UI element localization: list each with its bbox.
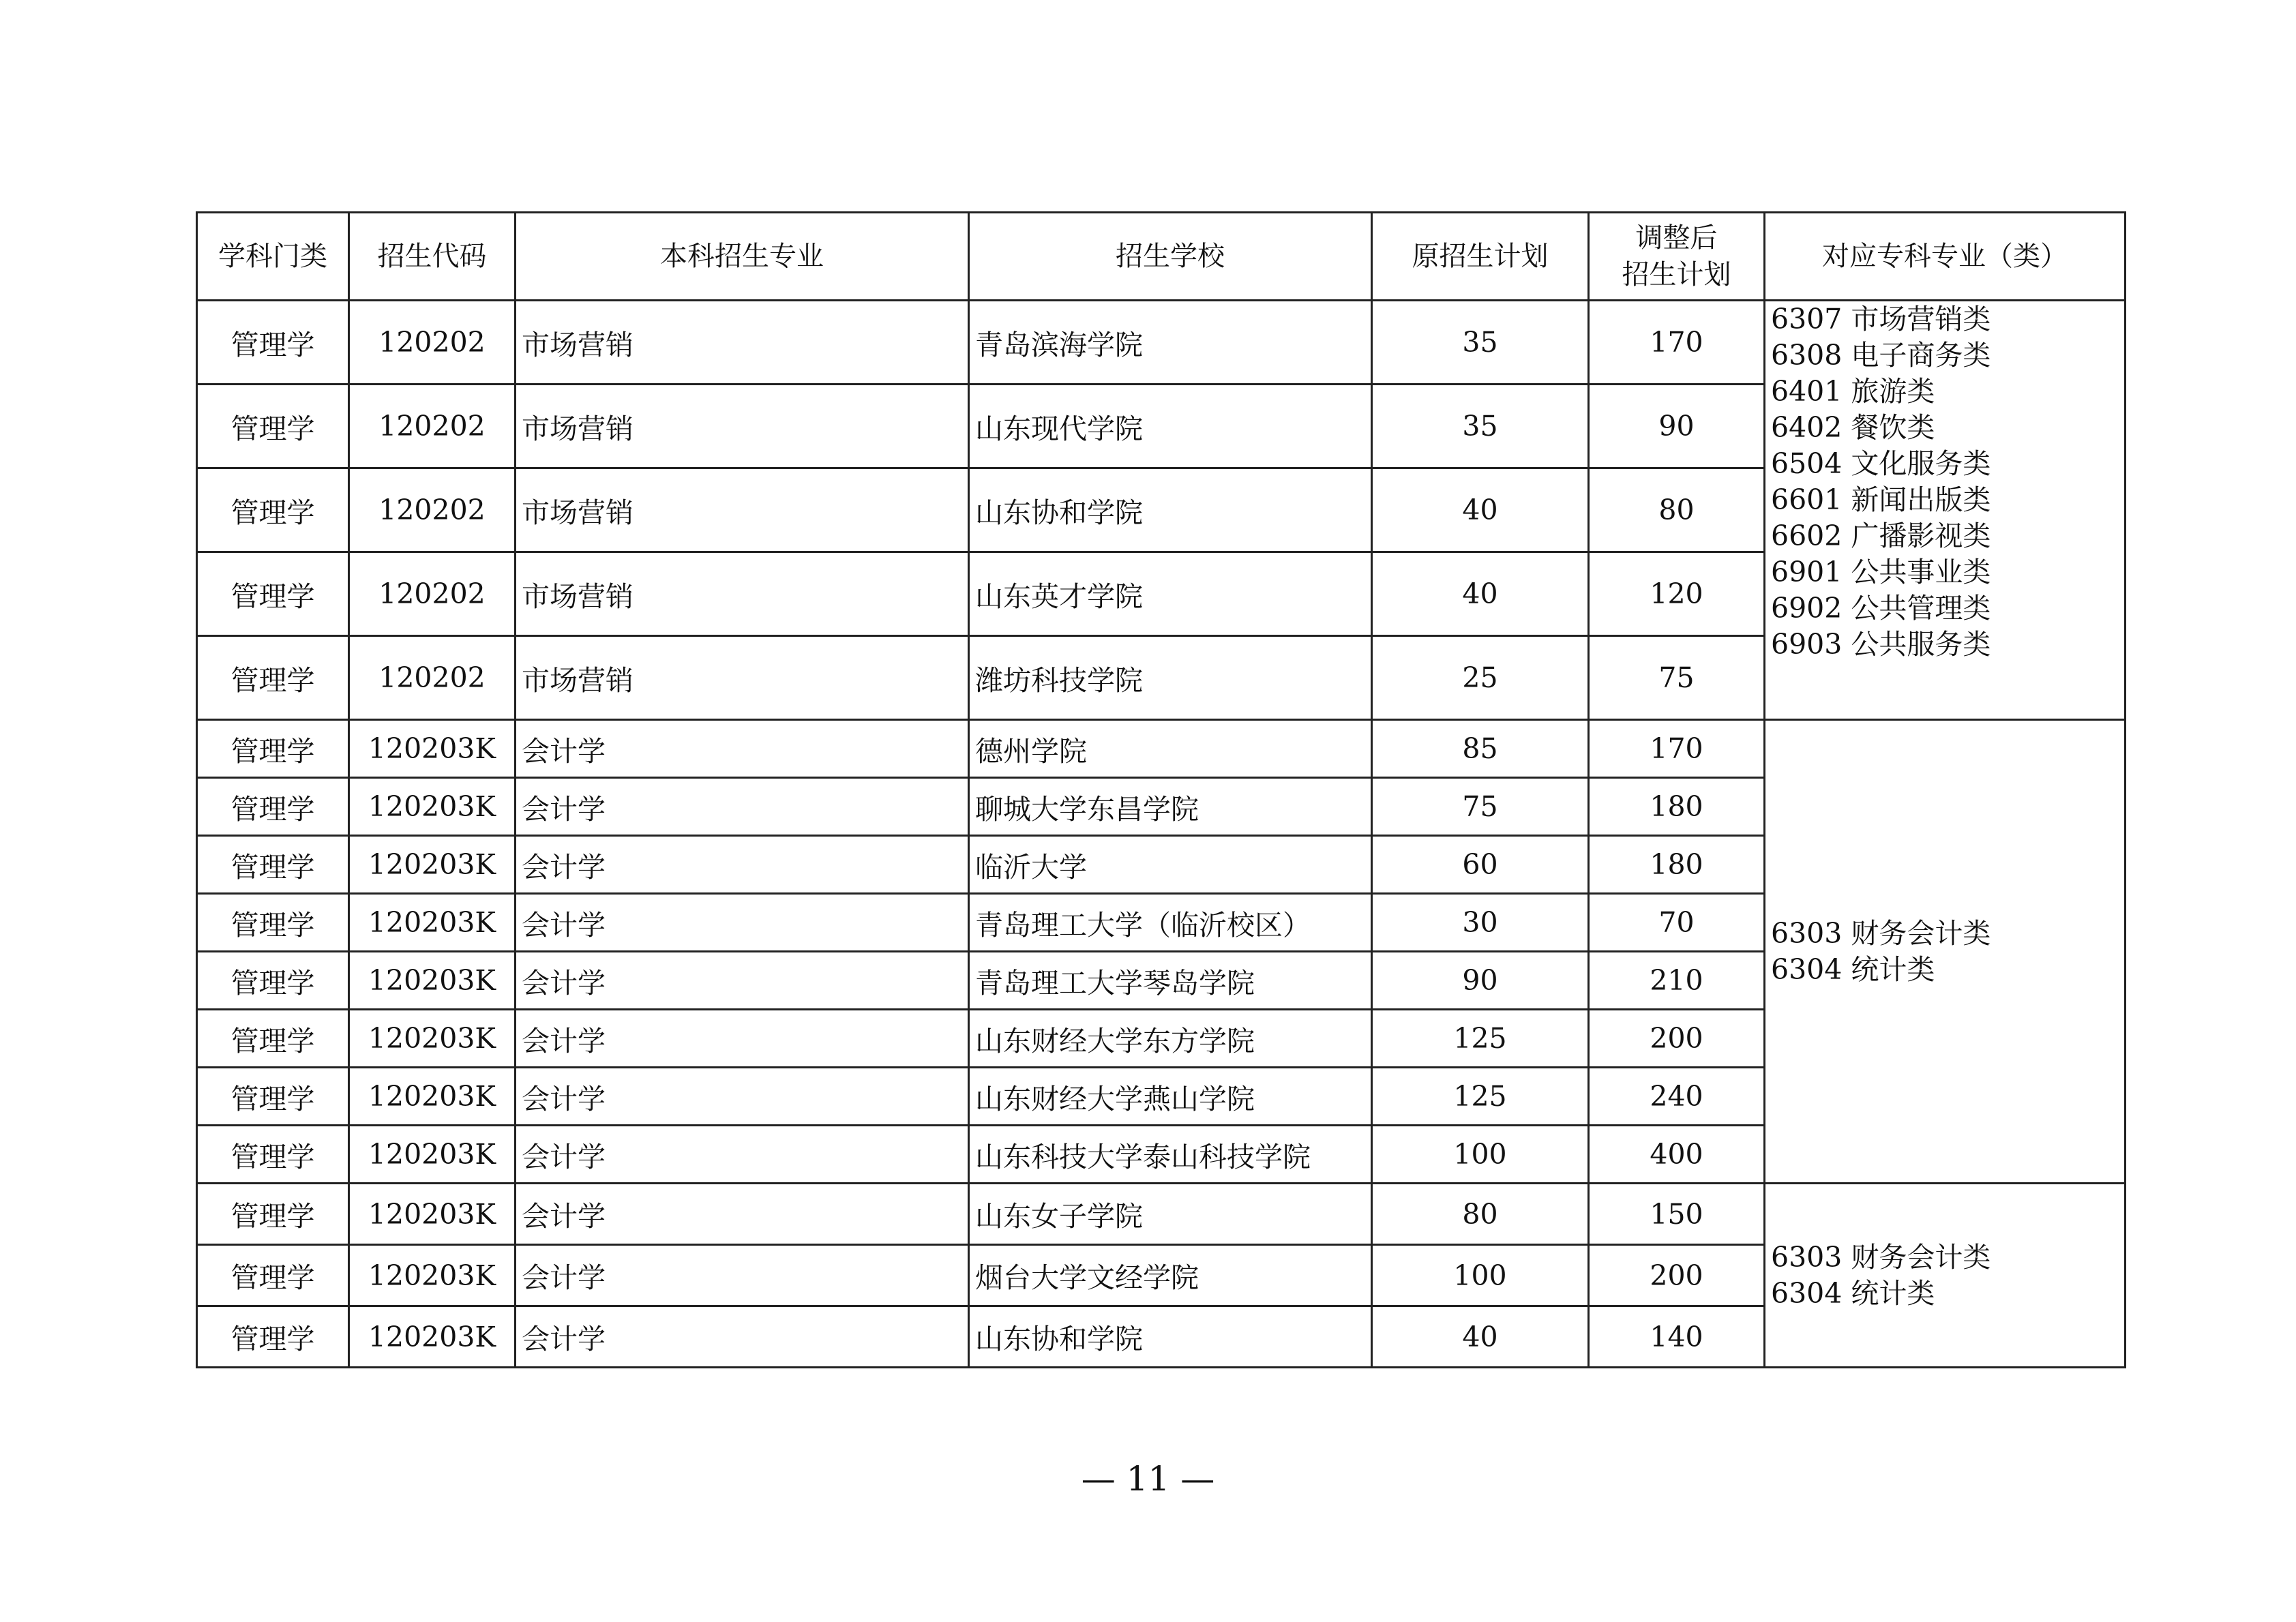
header-adjusted-plan: 调整后 招生计划: [1589, 213, 1765, 301]
original-plan-cell: 35: [1372, 301, 1589, 385]
code-cell: 120202: [349, 468, 516, 552]
header-major: 本科招生专业: [516, 213, 969, 301]
code-cell: 120203K: [349, 1068, 516, 1126]
discipline-cell: 管理学: [197, 1126, 349, 1184]
discipline-cell: 管理学: [197, 301, 349, 385]
major-cell: 会计学: [516, 836, 969, 894]
school-cell: 山东财经大学燕山学院: [969, 1068, 1372, 1126]
original-plan-cell: 125: [1372, 1010, 1589, 1068]
original-plan-cell: 35: [1372, 385, 1589, 468]
adjusted-plan-cell: 170: [1589, 720, 1765, 778]
discipline-cell: 管理学: [197, 1010, 349, 1068]
school-cell: 烟台大学文经学院: [969, 1245, 1372, 1306]
major-cell: 市场营销: [516, 301, 969, 385]
adjusted-plan-cell: 400: [1589, 1126, 1765, 1184]
school-cell: 山东协和学院: [969, 468, 1372, 552]
code-cell: 120202: [349, 301, 516, 385]
related-majors-cell: [1765, 720, 2126, 1184]
school-cell: 临沂大学: [969, 836, 1372, 894]
major-cell: 会计学: [516, 894, 969, 952]
discipline-cell: 管理学: [197, 1184, 349, 1245]
school-cell: 德州学院: [969, 720, 1372, 778]
code-cell: 120203K: [349, 1245, 516, 1306]
original-plan-cell: 100: [1372, 1245, 1589, 1306]
header-related-majors: 对应专科专业（类）: [1765, 213, 2126, 301]
related-majors-cell: [1765, 301, 2126, 720]
original-plan-cell: 75: [1372, 778, 1589, 836]
major-cell: 会计学: [516, 1245, 969, 1306]
discipline-cell: 管理学: [197, 468, 349, 552]
related-major-item: 6307 市场营销类: [1771, 303, 1991, 335]
related-major-item: 6903 公共服务类: [1771, 628, 1991, 661]
major-cell: 会计学: [516, 1184, 969, 1245]
school-cell: 山东女子学院: [969, 1184, 1372, 1245]
original-plan-cell: 100: [1372, 1126, 1589, 1184]
major-cell: 会计学: [516, 778, 969, 836]
related-major-item: 6601 新闻出版类: [1771, 483, 1991, 516]
original-plan-cell: 40: [1372, 1306, 1589, 1368]
discipline-cell: 管理学: [197, 385, 349, 468]
school-cell: 山东科技大学泰山科技学院: [969, 1126, 1372, 1184]
code-cell: 120203K: [349, 1126, 516, 1184]
code-cell: 120203K: [349, 894, 516, 952]
code-cell: 120203K: [349, 952, 516, 1010]
table-row: [197, 1184, 2126, 1245]
original-plan-cell: 25: [1372, 636, 1589, 720]
related-majors-cell: [1765, 1184, 2126, 1368]
adjusted-plan-cell: 200: [1589, 1245, 1765, 1306]
discipline-cell: 管理学: [197, 1306, 349, 1368]
original-plan-cell: 85: [1372, 720, 1589, 778]
discipline-cell: 管理学: [197, 1245, 349, 1306]
school-cell: 青岛理工大学琴岛学院: [969, 952, 1372, 1010]
adjusted-plan-cell: 90: [1589, 385, 1765, 468]
code-cell: 120202: [349, 636, 516, 720]
major-cell: 会计学: [516, 1306, 969, 1368]
related-major-item: 6303 财务会计类: [1771, 916, 1991, 950]
code-cell: 120203K: [349, 836, 516, 894]
major-cell: 市场营销: [516, 468, 969, 552]
code-cell: 120203K: [349, 1010, 516, 1068]
code-cell: 120203K: [349, 1184, 516, 1245]
header-school: 招生学校: [969, 213, 1372, 301]
original-plan-cell: 125: [1372, 1068, 1589, 1126]
adjusted-plan-cell: 200: [1589, 1010, 1765, 1068]
discipline-cell: 管理学: [197, 1068, 349, 1126]
original-plan-cell: 80: [1372, 1184, 1589, 1245]
related-major-item: 6504 文化服务类: [1771, 447, 1991, 480]
school-cell: 青岛滨海学院: [969, 301, 1372, 385]
code-cell: 120202: [349, 385, 516, 468]
header-code: 招生代码: [349, 213, 516, 301]
discipline-cell: 管理学: [197, 636, 349, 720]
school-cell: 青岛理工大学（临沂校区）: [969, 894, 1372, 952]
table-row: [197, 720, 2126, 778]
school-cell: 山东财经大学东方学院: [969, 1010, 1372, 1068]
major-cell: 市场营销: [516, 552, 969, 636]
original-plan-cell: 90: [1372, 952, 1589, 1010]
original-plan-cell: 60: [1372, 836, 1589, 894]
original-plan-cell: 30: [1372, 894, 1589, 952]
school-cell: 潍坊科技学院: [969, 636, 1372, 720]
discipline-cell: 管理学: [197, 952, 349, 1010]
original-plan-cell: 40: [1372, 552, 1589, 636]
original-plan-cell: 40: [1372, 468, 1589, 552]
major-cell: 市场营销: [516, 385, 969, 468]
adjusted-plan-cell: 150: [1589, 1184, 1765, 1245]
adjusted-plan-cell: 140: [1589, 1306, 1765, 1368]
major-cell: 会计学: [516, 952, 969, 1010]
school-cell: 聊城大学东昌学院: [969, 778, 1372, 836]
discipline-cell: 管理学: [197, 720, 349, 778]
major-cell: 会计学: [516, 720, 969, 778]
major-cell: 会计学: [516, 1010, 969, 1068]
school-cell: 山东现代学院: [969, 385, 1372, 468]
adjusted-plan-cell: 210: [1589, 952, 1765, 1010]
related-major-item: 6402 餐饮类: [1771, 411, 1935, 444]
major-cell: 市场营销: [516, 636, 969, 720]
enrollment-plan-table: [196, 211, 2126, 1368]
related-major-item: 6901 公共事业类: [1771, 556, 1991, 588]
header-discipline: 学科门类: [197, 213, 349, 301]
adjusted-plan-cell: 70: [1589, 894, 1765, 952]
school-cell: 山东协和学院: [969, 1306, 1372, 1368]
table-body: [197, 301, 2126, 1368]
related-major-item: 6308 电子商务类: [1771, 339, 1991, 372]
adjusted-plan-cell: 240: [1589, 1068, 1765, 1126]
related-major-item: 6304 统计类: [1771, 1276, 1935, 1310]
major-cell: 会计学: [516, 1068, 969, 1126]
adjusted-plan-cell: 120: [1589, 552, 1765, 636]
header-original-plan: 原招生计划: [1372, 213, 1589, 301]
discipline-cell: 管理学: [197, 778, 349, 836]
related-major-item: 6902 公共管理类: [1771, 592, 1991, 625]
discipline-cell: 管理学: [197, 894, 349, 952]
adjusted-plan-cell: 180: [1589, 836, 1765, 894]
discipline-cell: 管理学: [197, 836, 349, 894]
school-cell: 山东英才学院: [969, 552, 1372, 636]
related-major-item: 6401 旅游类: [1771, 375, 1935, 408]
adjusted-plan-cell: 180: [1589, 778, 1765, 836]
related-major-item: 6303 财务会计类: [1771, 1240, 1991, 1274]
code-cell: 120203K: [349, 1306, 516, 1368]
major-cell: 会计学: [516, 1126, 969, 1184]
table-row: [197, 301, 2126, 385]
adjusted-plan-cell: 80: [1589, 468, 1765, 552]
adjusted-plan-cell: 75: [1589, 636, 1765, 720]
header-row: [197, 213, 2126, 301]
page-number: — 11 —: [1081, 1459, 1215, 1499]
discipline-cell: 管理学: [197, 552, 349, 636]
adjusted-plan-cell: 170: [1589, 301, 1765, 385]
related-major-item: 6602 广播影视类: [1771, 520, 1991, 552]
related-major-item: 6304 统计类: [1771, 952, 1935, 986]
code-cell: 120202: [349, 552, 516, 636]
code-cell: 120203K: [349, 778, 516, 836]
code-cell: 120203K: [349, 720, 516, 778]
